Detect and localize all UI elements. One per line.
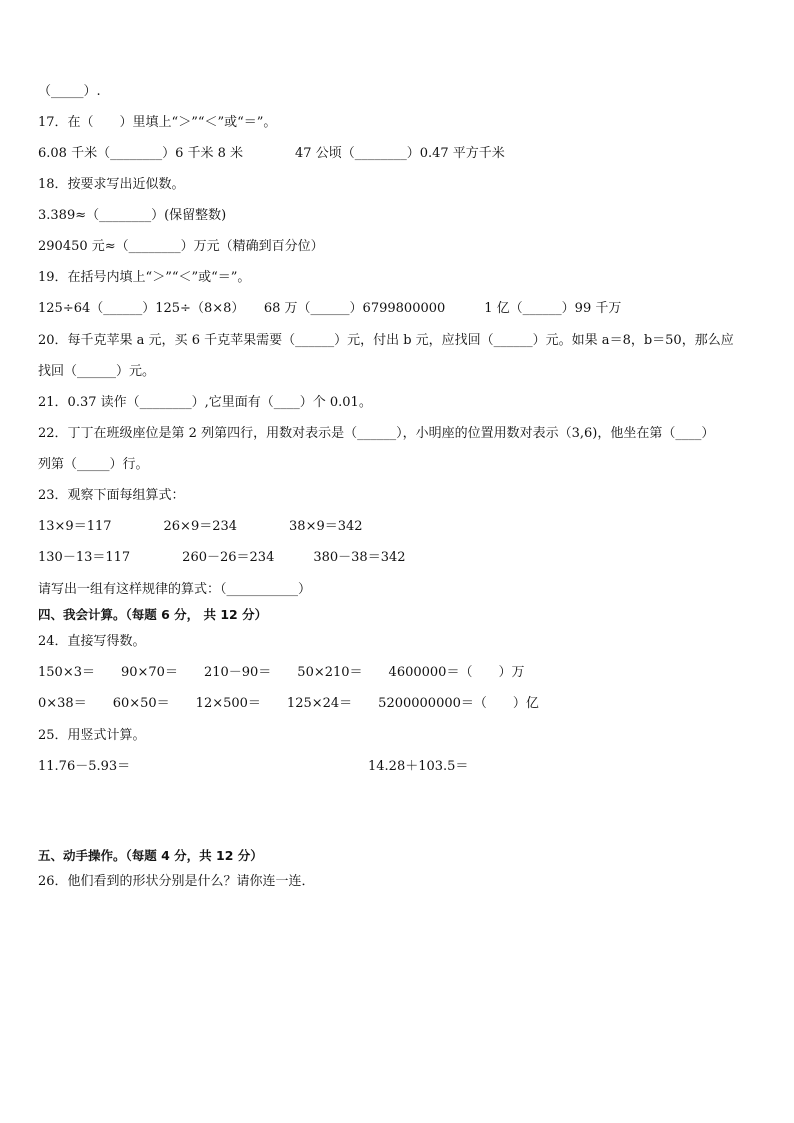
question-20-cont: 找回（______）元。 — [38, 364, 156, 379]
question-23-prompt: 请写出一组有这样规律的算式：（___________） — [38, 582, 312, 597]
question-17: 17．在（ ）里填上“＞”“＜”或“＝”。 — [38, 115, 277, 130]
question-20: 20．每千克苹果 a 元，买 6 千克苹果需要（______）元，付出 b 元，应找回（______）元。如果 a＝8，b＝50，那么应 — [38, 333, 734, 348]
question-24: 24．直接写得数。 — [38, 634, 146, 649]
question-18-item-2: 290450 元≈（________）万元（精确到百分位） — [38, 239, 324, 254]
question-17-items: 6.08 千米（________）6 千米 8 米 47 公顷（________）0.47 平方千米 — [38, 146, 505, 161]
question-23: 23．观察下面每组算式： — [38, 488, 185, 503]
question-23-row-1: 13×9＝117 26×9＝234 38×9＝342 — [38, 519, 363, 534]
question-24-row-1: 150×3＝ 90×70＝ 210－90＝ 50×210＝ 4600000＝（ ）万 — [38, 665, 525, 680]
question-19-items: 125÷64（______）125÷（8×8） 68 万（______）6799800000 1 亿（______）99 千万 — [38, 301, 622, 316]
question-22: 22．丁丁在班级座位是第 2 列第四行，用数对表示是（______），小明座的位置用数对表示（3,6)，他坐在第（____） — [38, 426, 715, 441]
section-five-heading: 五、动手操作。（每题 4 分，共 12 分） — [38, 848, 263, 863]
question-25-item-1: 11.76－5.93＝ — [38, 759, 131, 774]
question-26: 26．他们看到的形状分别是什么？请你连一连． — [38, 874, 315, 889]
question-22-cont: 列第（_____）行。 — [38, 457, 149, 472]
question-21: 21．0.37 读作（________）,它里面有（____）个 0.01。 — [38, 395, 372, 410]
question-19: 19．在括号内填上“＞”“＜”或“＝”。 — [38, 270, 251, 285]
question-18: 18．按要求写出近似数。 — [38, 177, 185, 192]
question-25-item-2: 14.28＋103.5＝ — [368, 759, 469, 774]
question-23-row-2: 130－13＝117 260－26＝234 380－38＝342 — [38, 550, 406, 565]
line-answer-blank: （_____）. — [38, 84, 101, 99]
question-18-item-1: 3.389≈（________）(保留整数) — [38, 208, 227, 223]
question-25: 25．用竖式计算。 — [38, 728, 146, 743]
question-24-row-2: 0×38＝ 60×50＝ 12×500＝ 125×24＝ 5200000000＝（ ）亿 — [38, 696, 539, 711]
section-four-heading: 四、我会计算。（每题 6 分， 共 12 分） — [38, 607, 268, 622]
